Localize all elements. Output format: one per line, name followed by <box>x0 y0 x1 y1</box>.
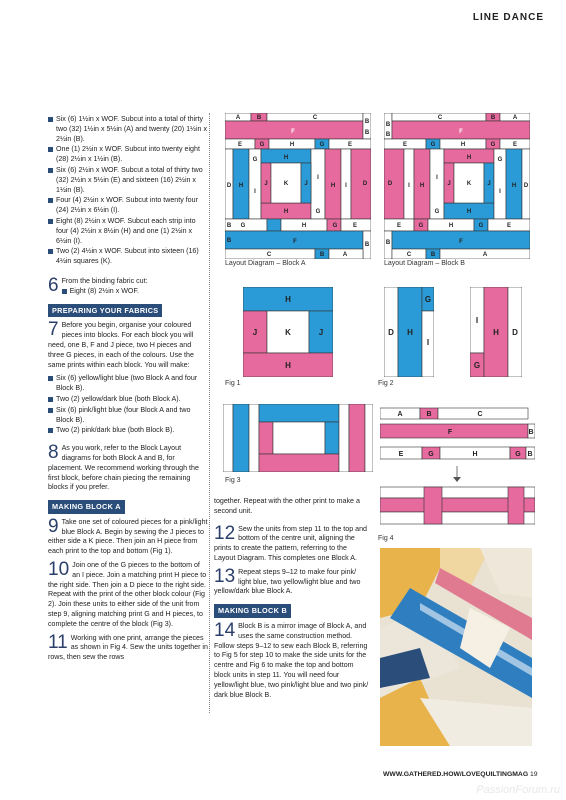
list-item: Two (2) pink/dark blue (both Block B). <box>48 426 208 436</box>
caption: Fig 3 <box>225 477 241 484</box>
diagram-label: A <box>482 252 488 258</box>
list-item: Two (2) yellow/dark blue (both Block A). <box>48 395 208 405</box>
diagram-label: H <box>511 183 517 189</box>
fig-2-diagram <box>384 287 434 377</box>
diagram-label: D <box>387 181 393 187</box>
diagram-label: K <box>283 181 289 187</box>
diagram-label: I <box>475 316 479 325</box>
list-item: Six (6) yellow/light blue (two Block A and four Block B). <box>48 374 208 394</box>
diagram-label: C <box>477 411 483 418</box>
diagram-label: C <box>266 252 272 258</box>
diagram-label: E <box>402 142 408 148</box>
diagram-label: G <box>319 142 325 148</box>
diagram-label: G <box>315 209 321 215</box>
diagram-label: K <box>466 181 472 187</box>
step-number: 8 <box>48 444 59 464</box>
list-item: Two (2) 4½in x WOF. Subcut into sixteen (16) 4½in squares (K). <box>48 247 208 267</box>
diagram-label: J <box>264 181 268 187</box>
diagram-label: H <box>472 451 478 458</box>
layout-diagram-block-b <box>384 113 530 259</box>
diagram-label: B <box>385 122 391 128</box>
bullet-icon <box>48 376 53 381</box>
caption: Layout Diagram – Block B <box>384 260 465 267</box>
diagram-label: B <box>364 130 370 136</box>
diagram-label: G <box>478 223 484 229</box>
text-column-left <box>48 115 208 667</box>
diagram-label: B <box>426 411 432 418</box>
diagram-label: A <box>512 115 518 121</box>
diagram-label: B <box>364 242 370 248</box>
list-item: Eight (8) 2½in x WOF. Subcut each strip into four (4) 2½in x 8½in (H) and one (1) 2½in x 6½in (I). <box>48 217 208 246</box>
bullet-icon <box>48 198 53 203</box>
column-divider <box>209 113 210 713</box>
diagram-label: H <box>238 183 244 189</box>
diagram-label: H <box>466 209 472 215</box>
list-item: Six (6) pink/light blue (four Block A and two Block B). <box>48 406 208 426</box>
step-14: 14 Block B is a mirror image of Block A, and uses the same construction method. Follow steps 9–12 to sew each Block B, referring to Fig 5 for step 10 to make the side units for the centre and Fig 6 to make the top and bottom block units in step 11. You will need four yellow/light blue, two pink/light blue and two pink/ dark blue Block B. <box>214 621 369 699</box>
diagram-label: H <box>460 142 466 148</box>
diagram-label: G <box>259 142 265 148</box>
bullet-icon <box>48 249 53 254</box>
bullet-icon <box>48 117 53 122</box>
diagram-label: G <box>428 451 434 458</box>
diagram-label: D <box>226 183 232 189</box>
diagram-label: K <box>285 328 291 337</box>
step-number: 10 <box>48 561 70 581</box>
diagram-label: E <box>352 223 358 229</box>
diagram-label: H <box>493 328 499 337</box>
bullet-icon <box>62 289 67 294</box>
section-heading: PREPARING YOUR FABRICS <box>48 304 162 318</box>
page-number: 19 <box>530 771 538 778</box>
diagram-label: F <box>459 129 463 135</box>
step-11: 11 Working with one print, arrange the pieces as shown in Fig 4. Sew the units together in rows, then sew the rows <box>48 633 208 662</box>
bullet-icon <box>48 219 53 224</box>
diagram-label: B <box>364 119 370 125</box>
bullet-icon <box>48 168 53 173</box>
diagram-label: D <box>523 183 529 189</box>
diagram-label: C <box>437 115 443 121</box>
diagram-label: C <box>406 252 412 258</box>
diagram-label: I <box>254 189 256 195</box>
diagram-label: E <box>347 142 353 148</box>
diagram-label: E <box>506 223 512 229</box>
diagram-label: I <box>317 175 319 181</box>
diagram-label: B <box>226 223 232 229</box>
diagram-label: H <box>285 295 291 304</box>
diagram-label: J <box>252 328 258 337</box>
section-heading: MAKING BLOCK B <box>214 604 291 618</box>
diagram-label: F <box>293 239 297 245</box>
diagram-label: I <box>436 175 438 181</box>
diagram-label: G <box>418 223 424 229</box>
caption: Layout Diagram – Block A <box>225 260 306 267</box>
diagram-label: B <box>319 252 325 258</box>
diagram-label: D <box>388 328 394 337</box>
fig-3-diagram <box>223 404 373 472</box>
diagram-label: F <box>447 429 453 436</box>
diagram-label: H <box>407 328 413 337</box>
step-8: 8 As you work, refer to the Block Layout diagrams for both Block A and B, for placement. We recommend working through the first block, before chain piecing the remaining blocks if you prefer. <box>48 444 199 492</box>
layout-diagram-block-a <box>225 113 371 259</box>
diagram-label: H <box>301 223 307 229</box>
diagram-label: G <box>490 142 496 148</box>
diagram-label: G <box>515 451 521 458</box>
list-item: Six (6) 2½in x WOF. Subcut a total of thirty two (32) 2½in x 5½in (E) and sixteen (16) 2½in x 1½in (B). <box>48 166 208 195</box>
diagram-label: G <box>252 157 258 163</box>
caption: Fig 1 <box>225 380 241 387</box>
diagram-label: B <box>490 115 496 121</box>
diagram-label: A <box>397 411 403 418</box>
diagram-label: A <box>342 252 348 258</box>
diagram-label: H <box>283 155 289 161</box>
diagram-label: I <box>345 183 347 189</box>
step-7: 7 Before you begin, organise your coloured pieces into blocks. For each block you will need, one B, F and J piece, two H pieces and three G pieces, in each of the colours. Use the same prints within each block. You will make: <box>48 321 194 369</box>
diagram-label: B <box>527 451 533 458</box>
fig-2-diagram-mirror <box>470 287 522 377</box>
diagram-label: J <box>304 181 308 187</box>
step-number: 11 <box>48 633 68 653</box>
step-10: 10 Join one of the G pieces to the bottom of an I piece. Join a matching print H piece to the right side. Then join a D piece to the right side. Repeat with the print of the other block colour (Fig 2). Join these units to either side of the unit from step 9, aligning matching print G and H pieces, to complete the centre of the block (Fig 3). <box>48 561 207 628</box>
bullet-icon <box>48 408 53 413</box>
list-item: Six (6) 1½in x WOF. Subcut into a total of thirty two (32) 1½in x 5½in (A) and twenty (20) 1½in x 2½in (B). <box>48 115 208 144</box>
diagram-label: J <box>487 181 491 187</box>
fig-1-diagram <box>243 287 333 377</box>
diagram-label: B <box>226 238 232 244</box>
diagram-label: B <box>430 252 436 258</box>
diagram-label: H <box>283 209 289 215</box>
step-number: 12 <box>214 524 236 544</box>
diagram-label: G <box>430 142 436 148</box>
diagram-label: I <box>426 338 430 347</box>
diagram-label: G <box>424 295 432 304</box>
diagram-label: G <box>473 361 481 370</box>
diagram-label: G <box>332 223 338 229</box>
diagram-label: E <box>396 223 402 229</box>
diagram-label: G <box>240 223 246 229</box>
diagram-label: H <box>330 183 336 189</box>
bullet-icon <box>48 147 53 152</box>
diagram-label: D <box>512 328 518 337</box>
list-item: Four (4) 2½in x WOF. Subcut into twenty four (24) 2½in x 6½in (I). <box>48 196 208 216</box>
watermark: PassionForum.ru <box>476 784 560 796</box>
caption: Fig 2 <box>378 380 394 387</box>
diagram-label: C <box>312 115 318 121</box>
diagram-label: E <box>237 142 243 148</box>
bullet-icon <box>48 428 53 433</box>
quilt-photo-image <box>380 548 532 746</box>
diagram-label: E <box>398 451 404 458</box>
quilt-photo <box>380 548 532 746</box>
list-item: Eight (8) 2½in x WOF. <box>62 287 208 297</box>
diagram-label: B <box>256 115 262 121</box>
diagram-label: I <box>499 189 501 195</box>
diagram-label: H <box>289 142 295 148</box>
diagram-label: B <box>528 429 534 436</box>
diagram-label: G <box>497 157 503 163</box>
list-item: One (1) 2½in x WOF. Subcut into twenty eight (28) 2½in x 1½in (B). <box>48 145 208 165</box>
diagram-label: H <box>466 155 472 161</box>
text-column-middle <box>214 497 369 704</box>
step-number: 9 <box>48 517 59 537</box>
step-number: 6 <box>48 276 59 296</box>
step-number: 13 <box>214 567 236 587</box>
diagram-label: J <box>447 181 451 187</box>
diagram-label: D <box>362 181 368 187</box>
footer-url[interactable]: WWW.GATHERED.HOW/LOVEQUILTINGMAG <box>383 771 529 778</box>
diagram-label: F <box>291 129 295 135</box>
step-12: 12 Sew the units from step 11 to the top and bottom of the centre unit, aligning the prints to create the pattern, referring to the Layout Diagram. This completes one Block A. <box>214 524 367 562</box>
step-11-continued: together. Repeat with the other print to make a second unit. <box>214 497 360 515</box>
fig-4-diagram <box>380 404 535 534</box>
diagram-label: G <box>434 209 440 215</box>
diagram-label: I <box>408 183 410 189</box>
step-6: 6 From the binding fabric cut: Eight (8) 2½in x WOF. <box>48 277 208 297</box>
caption: Fig 4 <box>378 535 394 542</box>
diagram-label: F <box>459 239 463 245</box>
step-number: 14 <box>214 621 236 641</box>
step-13: 13 Repeat steps 9–12 to make four pink/ light blue, two yellow/light blue and two yellow/dark blue Block A. <box>214 567 361 596</box>
diagram-label: J <box>318 328 324 337</box>
diagram-label: H <box>285 361 291 370</box>
step-number: 7 <box>48 321 59 341</box>
diagram-label: A <box>235 115 241 121</box>
bullet-icon <box>48 397 53 402</box>
footer <box>383 771 538 778</box>
step-9: 9 Take one set of coloured pieces for a pink/light blue Block A. Begin by sewing the J pieces to either side a K piece. Then join an H piece from each print to the top and bottom (Fig 1). <box>48 517 208 556</box>
section-heading: MAKING BLOCK A <box>48 500 125 514</box>
diagram-label: B <box>385 240 391 246</box>
page-title: LINE DANCE <box>472 12 544 23</box>
diagram-label: H <box>448 223 454 229</box>
diagram-label: H <box>419 183 425 189</box>
diagram-label: B <box>385 132 391 138</box>
diagram-label: E <box>512 142 518 148</box>
